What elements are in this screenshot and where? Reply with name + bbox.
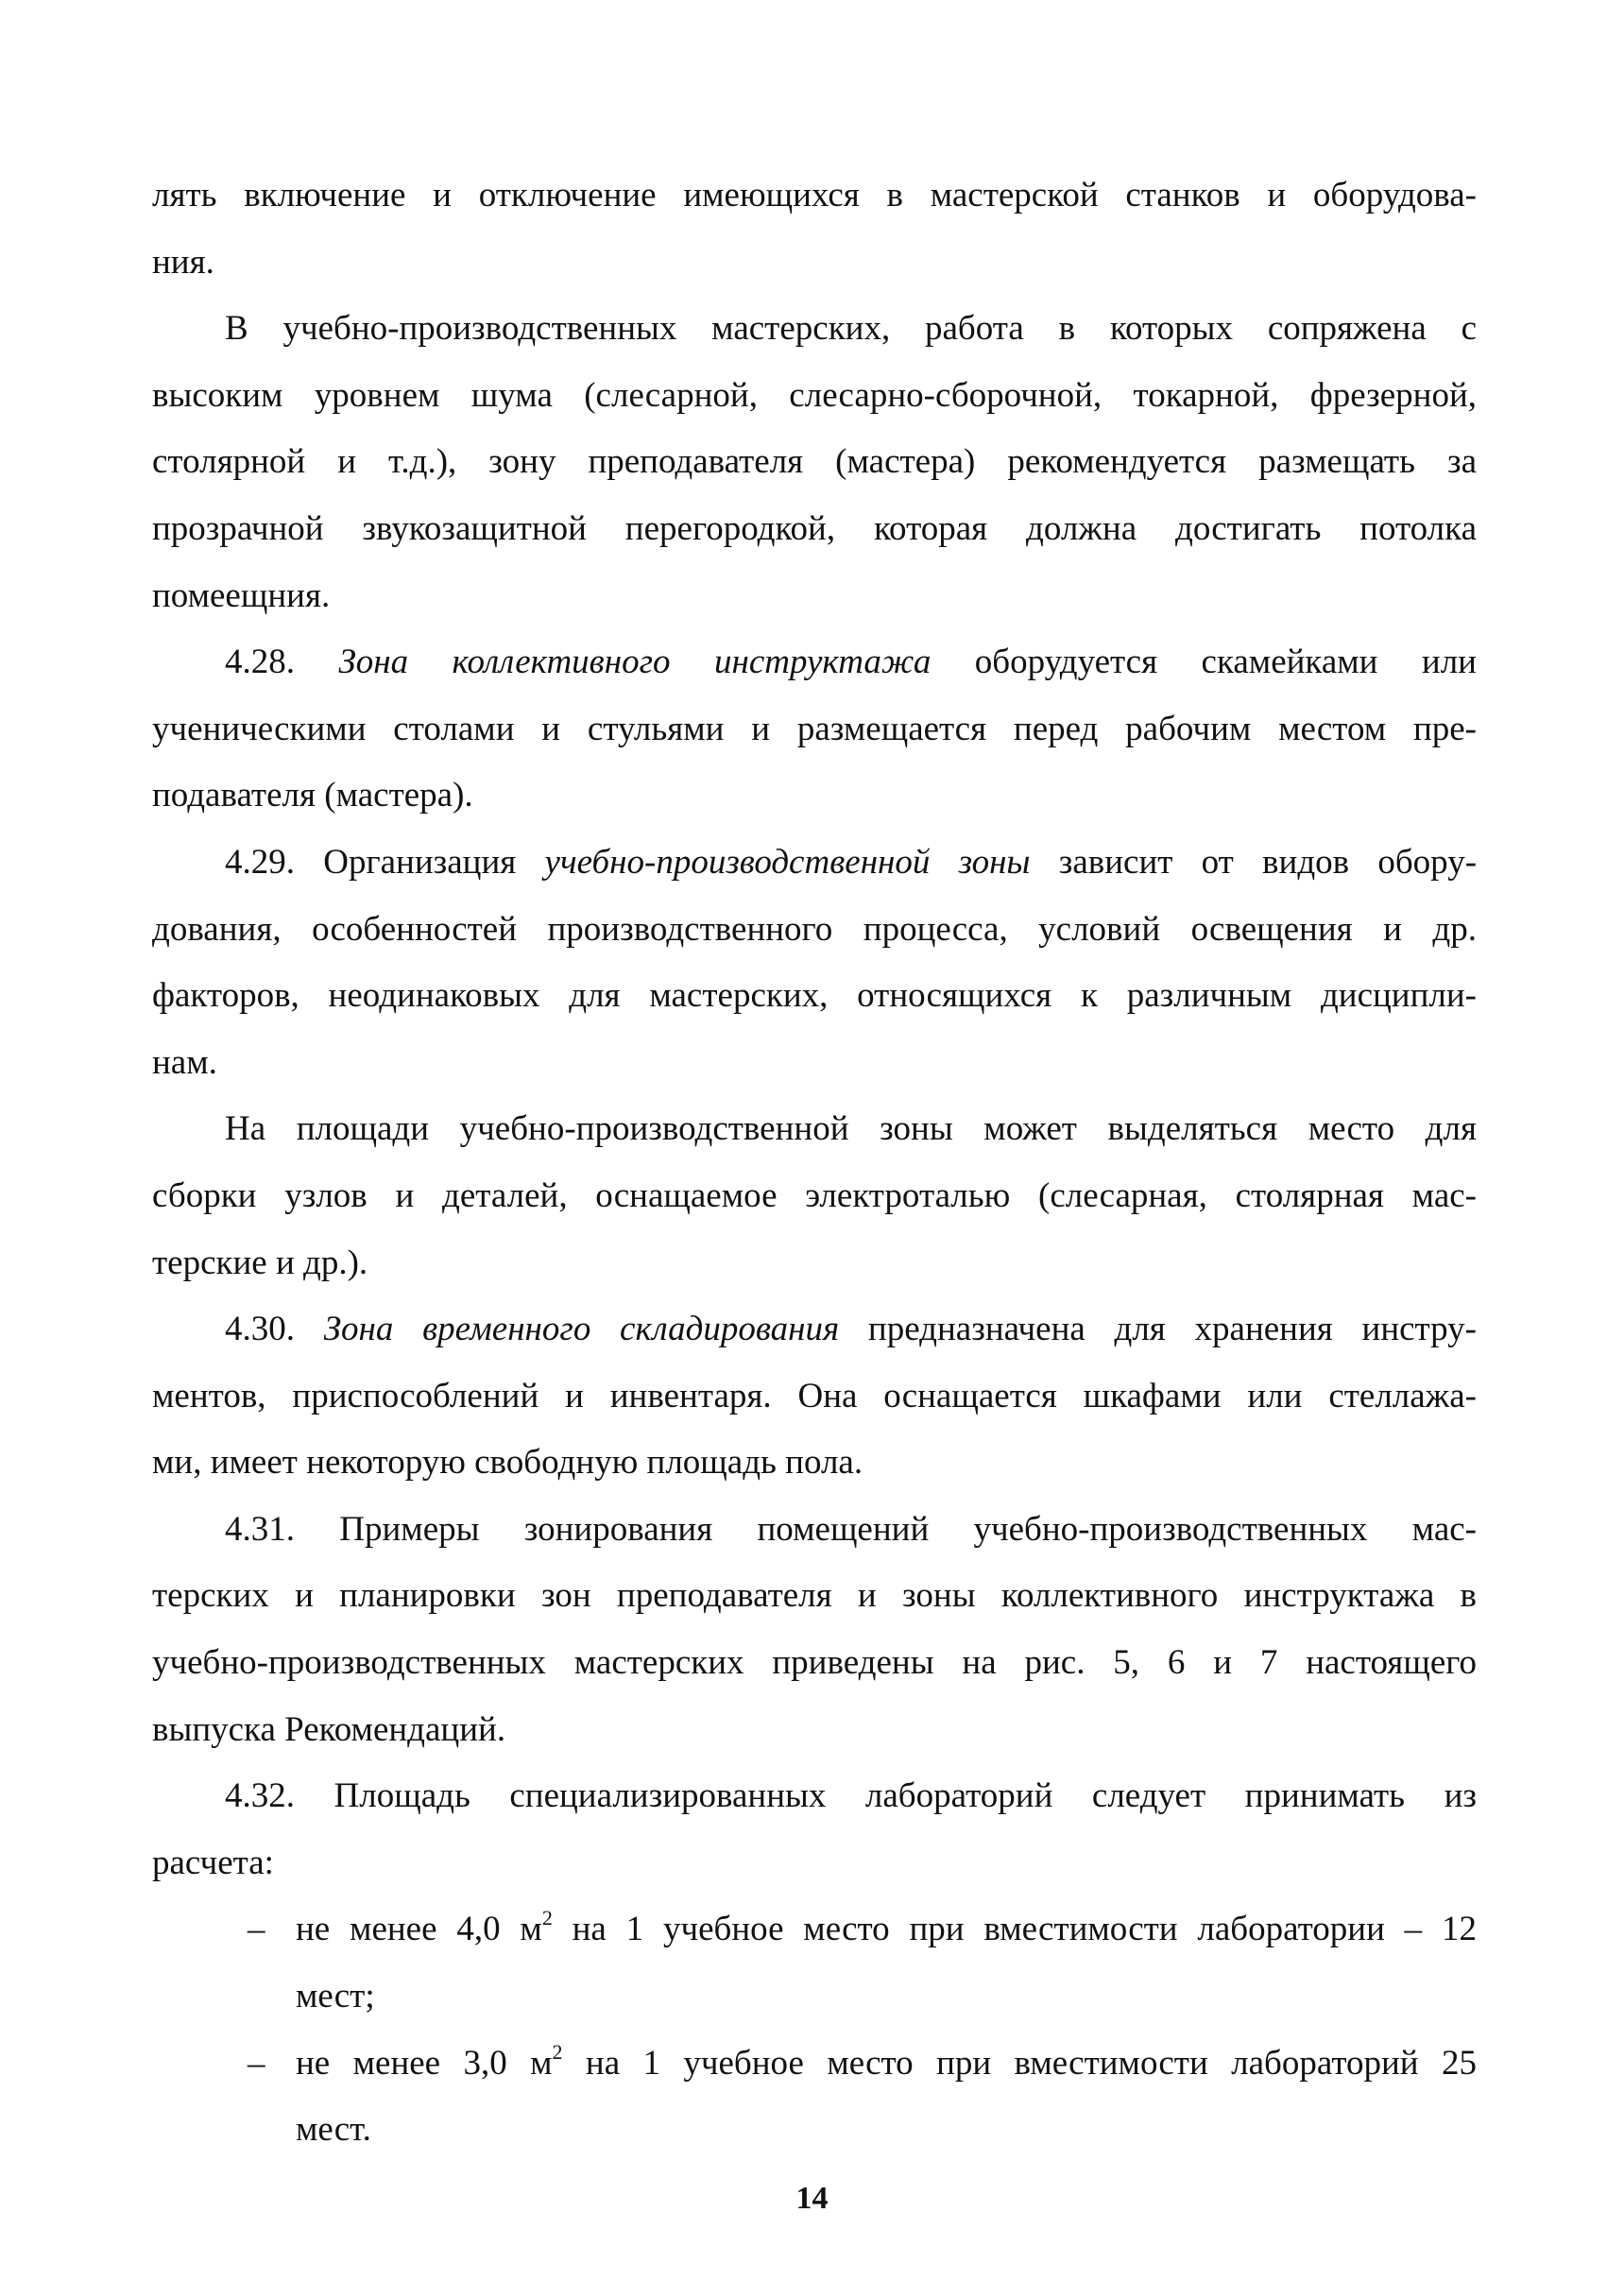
text-line [152, 1964, 1477, 2031]
text-line [152, 963, 1477, 1030]
text-segment: терские и др.). [152, 1243, 368, 1282]
text-segment: не менее 4,0 м [296, 1910, 542, 1949]
text-segment: лять включение и отключение имеющихся в мастерской станков и оборудова- [152, 176, 1477, 214]
italic-term: Зона коллективного инструктажа [338, 643, 932, 682]
text-line [152, 563, 1477, 630]
text-segment: высоким уровнем шума (слесарной, слесарно-сборочной, токарной, фрезерной, [152, 375, 1477, 415]
superscript: 2 [541, 1906, 553, 1930]
bullet-item [152, 2031, 1477, 2164]
page-number: 14 [795, 2181, 829, 2216]
text-line [152, 363, 1477, 430]
text-segment: мест. [296, 2110, 371, 2150]
text-line [152, 1430, 1477, 1497]
text-segment: на 1 учебное место при вместимости лаборатории – 12 [552, 1910, 1477, 1949]
paragraph [152, 163, 1477, 296]
text-line [152, 1096, 1477, 1163]
text-segment: учебно-производственных мастерских приведены на рис. 5, 6 и 7 настоящего [152, 1643, 1477, 1683]
text-segment: подавателя (мастера). [152, 776, 473, 815]
bullet-dash: – [248, 1910, 265, 1949]
italic-term: Зона временного складирования [323, 1310, 840, 1349]
text-segment: ментов, приспособлений и инвентаря. Она оснащается шкафами или стеллажа- [152, 1376, 1477, 1415]
text-segment: нам. [152, 1042, 217, 1082]
text-segment: столярной и т.д.), зону преподавателя (мастера) рекомендуется размещать за [152, 442, 1477, 482]
text-line [152, 696, 1477, 763]
text-segment: 4.32. Площадь специализированных лабораторий следует принимать из [225, 1776, 1477, 1816]
text-segment: В учебно-производственных мастерских, работа в которых сопряжена с [225, 309, 1477, 349]
text-segment: прозрачной звукозащитной перегородкой, которая должна достигать потолка [152, 508, 1477, 548]
text-line [152, 1830, 1477, 1897]
text-line [152, 429, 1477, 496]
text-line [152, 629, 1477, 696]
paragraph [152, 296, 1477, 629]
paragraph [152, 1296, 1477, 1497]
text-line [152, 496, 1477, 563]
text-segment: не менее 3,0 м [296, 2043, 553, 2083]
bullet-dash: – [248, 2043, 265, 2083]
text-line [152, 230, 1477, 297]
text-segment: помеещния. [152, 575, 331, 615]
text-segment: На площади учебно-производственной зоны может выделяться место для [225, 1109, 1477, 1149]
paragraph [152, 1763, 1477, 1896]
text-line [152, 763, 1477, 830]
paragraph [152, 1497, 1477, 1763]
text-segment: предназначена для хранения инстру- [839, 1310, 1477, 1349]
paragraph [152, 629, 1477, 830]
text-line [152, 897, 1477, 964]
text-line [152, 1363, 1477, 1431]
text-line [152, 2097, 1477, 2164]
text-segment: ученическими столами и стульями и размещается перед рабочим местом пре- [152, 709, 1477, 748]
text-segment: 4.28. [225, 643, 339, 682]
text-line [152, 830, 1477, 897]
paragraph [152, 1096, 1477, 1296]
text-segment: терских и планировки зон преподавателя и зоны коллективного инструктажа в [152, 1576, 1477, 1616]
text-line [152, 1697, 1477, 1764]
text-segment: расчета: [152, 1843, 274, 1882]
text-line [152, 2031, 1477, 2098]
text-segment: мест; [296, 1977, 375, 2016]
text-line [152, 1030, 1477, 1097]
text-line [152, 163, 1477, 230]
text-segment: 4.30. [225, 1310, 324, 1349]
text-segment: дования, особенностей производственного процесса, условий освещения и др. [152, 909, 1477, 949]
text-line [152, 1896, 1477, 1964]
text-segment: 4.29. Организация [225, 842, 545, 882]
bullet-item [152, 1896, 1477, 2030]
text-segment: выпуска Рекомендаций. [152, 1709, 506, 1749]
text-segment: сборки узлов и деталей, оснащаемое электроталью (слесарная, столярная мас- [152, 1175, 1477, 1215]
text-line [152, 1296, 1477, 1363]
text-segment: зависит от видов обору- [1030, 842, 1478, 882]
paragraph [152, 830, 1477, 1096]
text-line [152, 1497, 1477, 1564]
text-line [152, 1163, 1477, 1230]
text-segment: ми, имеет некоторую свободную площадь пола. [152, 1443, 863, 1483]
text-segment: оборудуется скамейками или [931, 643, 1477, 682]
text-line [152, 1630, 1477, 1697]
text-segment: на 1 учебное место при вместимости лабораторий 25 [562, 2043, 1477, 2083]
text-line [152, 296, 1477, 363]
text-line [152, 1763, 1477, 1830]
text-segment: факторов, неодинаковых для мастерских, относящихся к различным дисципли- [152, 976, 1477, 1016]
text-line [152, 1230, 1477, 1297]
superscript: 2 [552, 2039, 563, 2064]
text-line [152, 1563, 1477, 1630]
italic-term: учебно-производственной зоны [544, 842, 1031, 882]
text-segment: 4.31. Примеры зонирования помещений учебно-производственных мас- [225, 1509, 1477, 1549]
text-segment: ния. [152, 242, 214, 282]
document-body [152, 163, 1477, 2164]
